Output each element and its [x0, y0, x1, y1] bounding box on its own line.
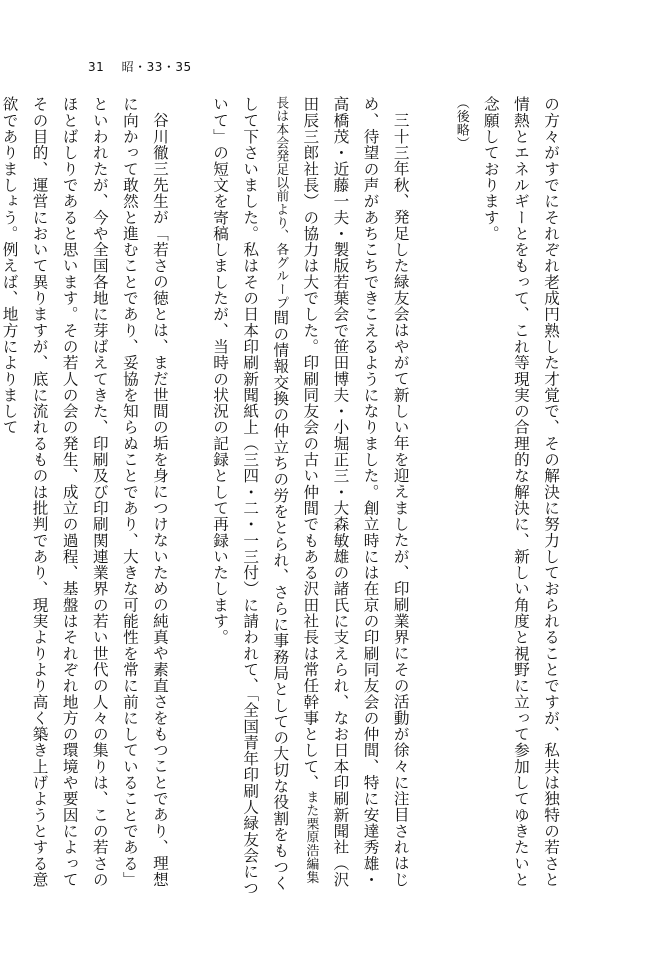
afterword-note: （後略）: [453, 96, 469, 151]
paragraph-ryokuyukai-part-c: 間の情報交換の仲立ちの労をとられ、さらに事務局としての大切な役割をもつくして下さいました。私はその日本印刷新聞紙上（三四・二・一三付）に請われて、「全国青年印刷人緑友会について」の短文を寄稿しましたが、当時の状況の記録として再録いたします。: [211, 96, 290, 896]
page-number: 31: [88, 60, 105, 74]
paragraph-ryokuyukai-part-a: 三十三年秋、発足した緑友会はやがて新しい年を迎えましたが、印刷業界にその活動が徐々に注目されはじめ、待望の声があちこちできこえるようになりました。創立時には在京の印刷同友会の仲間、特に安達秀雄・高橋茂・近藤一夫・製版若葉会で笹田博夫・小堀正三・大森敏雄の諸氏に支えられ、なお日本印刷新聞社（沢田辰三郎社長）の協力は大でした。: [301, 96, 410, 888]
paragraph-tanikawa-quote: 谷川徹三先生が「若さの徳とは、まだ世間の垢を身につけないための純真や素直さをもつことであり、理想に向かって敢然と進むことであり、妥協を知らぬことであり、大きな可能性を常に前にしていることである」といわれたが、今や全国各地に芽ばえてきた、印刷及び印刷関連業界の若い世代の人々の集りは、この若さのほとばしりであると思います。その若人の会の発生、成立の過程、基盤はそれぞれ地方の環境や要因によってその目的、運営において異りますが、底に流れるものは批判であり、現実よりより高く築き上げようとする意欲でありましょう。例えば、地方によりまして: [0, 96, 169, 888]
paragraph-ryokuyukai-part-b: 印刷同友会の古い仲間でもある沢田社長は常任幹事として、: [301, 354, 320, 791]
issue-label: 昭・33・35: [121, 60, 192, 74]
paragraph-ryokuyukai: [205, 96, 416, 896]
page-header: [88, 58, 192, 75]
paragraph-continuation: の方々がすでにそれぞれ老成円熟した才覚で、その解決に努力しておられることですが、私共は独特の若さと情熱とエネルギーとをもって、これ等現実の合理的な解決に、新しい角度と視野に立って参加してゆきたいと念願しております。: [481, 96, 560, 888]
paragraph-ryokuyukai-small-note: また栗原浩編集長は本会発足以前より、各グループ: [273, 96, 319, 884]
vertical-text-body: [0, 96, 566, 896]
